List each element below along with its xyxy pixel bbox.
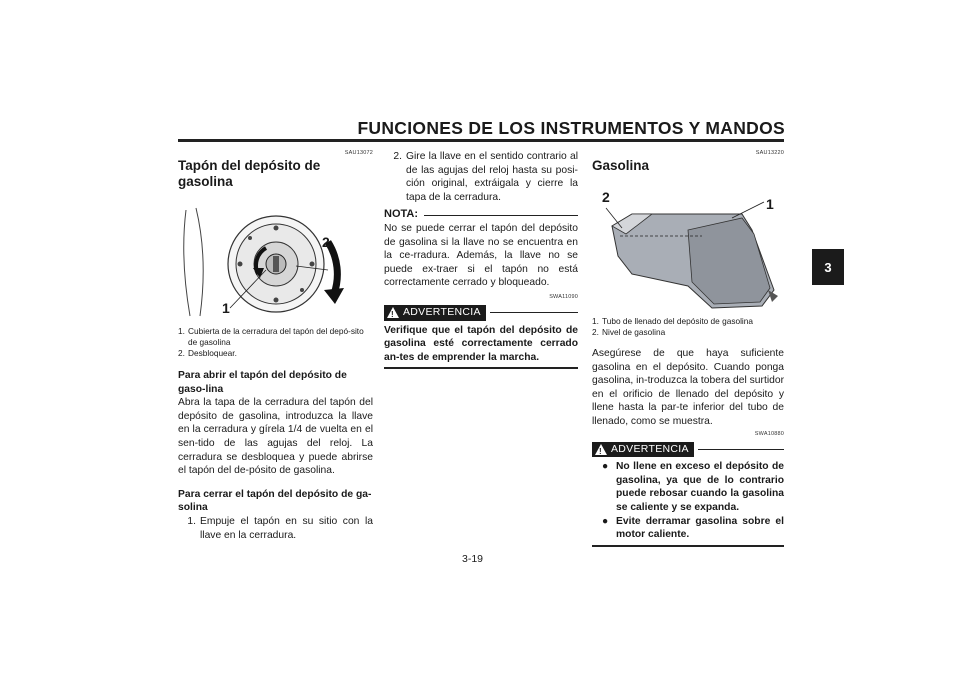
middle-column [384,150,578,369]
figure-captions [178,326,373,359]
warning-heading [592,442,784,458]
caption-item [178,348,373,359]
figure-label-1: 1 [766,196,774,212]
caption-item [592,316,784,327]
subheading-open: Para abrir el tapón del depósito de gaso-lina [178,370,347,395]
figure-label-1: 1 [222,300,230,316]
section-title-fuel: Gasolina [592,158,650,173]
figure-label-2: 2 [602,189,610,205]
warning-label: ADVERTENCIA [403,305,481,318]
fuel-tank-illustration [592,178,784,310]
bullet-icon: ● [602,461,609,473]
warning-badge [384,305,486,321]
fuel-tank-figure [592,178,784,310]
warning-label: ADVERTENCIA [611,442,689,455]
caption-number: 1. [178,326,185,336]
page-number: 3-19 [462,553,484,565]
figure-captions [592,316,784,338]
section-title-fuel-cap: Tapón del depósito de gasolina [178,158,321,189]
caption-text: Cubierta de la cerradura del tapón del depó-sito de gasolina [188,326,364,347]
page-header: FUNCIONES DE LOS INSTRUMENTOS Y MANDOS [357,118,785,138]
caption-item [178,326,373,348]
caption-text: Nivel de gasolina [602,327,666,337]
warning-bullet [592,515,784,542]
step-number: 2. [393,151,402,162]
warning-list [592,460,784,547]
bullet-icon: ● [602,515,609,527]
section-code: SAU13220 [755,150,784,156]
subheading-close: Para cerrar el tapón del depósito de ga-solina [178,488,372,514]
caption-item [592,327,784,338]
warning-code: SWA10880 [754,430,784,437]
note-text: No se puede cerrar el tapón del depósito de gasolina si la llave no se encuentra en la ce-rradura. Además, la llave no se puede ex-traer si el tapón no está correctamente cerrado y bloqueado. [384,222,578,289]
section-code: SAU13072 [344,150,373,156]
caption-number: 2. [592,327,599,337]
fuel-cap-illustration [178,198,373,320]
caption-number: 2. [178,348,185,358]
note-heading [384,208,578,222]
chapter-tab[interactable]: 3 [812,249,844,285]
header-rule [178,139,784,142]
warning-text: Verifique que el tapón del depósito de gasolina esté correctamente cerrado an-tes de emprender la marcha. [384,324,578,370]
fuel-cap-figure [178,198,373,320]
step-text: Empuje el tapón en su sitio con la llave en la cerradura. [200,515,373,541]
warning-heading [384,305,578,321]
caption-number: 1. [592,316,599,326]
caption-text: Desbloquear. [188,348,237,358]
warning-badge [592,442,694,458]
left-column [178,150,373,542]
note-label: NOTA: [384,208,419,221]
step-2 [384,150,578,204]
caption-text: Tubo de llenado del depósito de gasolina [602,316,753,326]
note-rule [424,215,578,216]
paragraph-open: Abra la tapa de la cerradura del tapón del depósito de gasolina, introduzca la llave en la cerradura y gírela 1/4 de vuelta en el sen-tido de las agujas del reloj. La cerradura se desbloquea y puede abrirse el tapón del de-pósito de gasolina. [178,397,373,477]
warning-triangle-icon: ! [595,444,607,455]
figure-label-2: 2 [322,234,330,250]
warning-code: SWA11090 [549,293,578,300]
warning-rule [490,312,578,313]
bullet-text: Evite derramar gasolina sobre el motor caliente. [616,515,784,541]
warning-bullet [592,460,784,514]
paragraph-fuel: Asegúrese de que haya suficiente gasolina en el depósito. Cuando ponga gasolina, in-troduzca la tobera del surtidor en el orificio de llenado del depósito y llene hasta la par-te inferior del tubo de llenado, como se muestra. [592,348,784,427]
warning-rule [698,449,784,450]
warning-triangle-icon: ! [387,307,399,318]
step-1 [178,515,373,542]
step-text: Gire la llave en el sentido contrario al de las agujas del reloj hasta su posi-ción original, extráigala y cierre la tapa de la cerradura. [406,151,578,203]
right-column [592,150,784,547]
step-number: 1. [187,515,196,527]
bullet-text: No llene en exceso el depósito de gasolina, ya que de lo contrario puede rebosar cuando la gasolina se caliente y se expanda. [616,461,784,513]
